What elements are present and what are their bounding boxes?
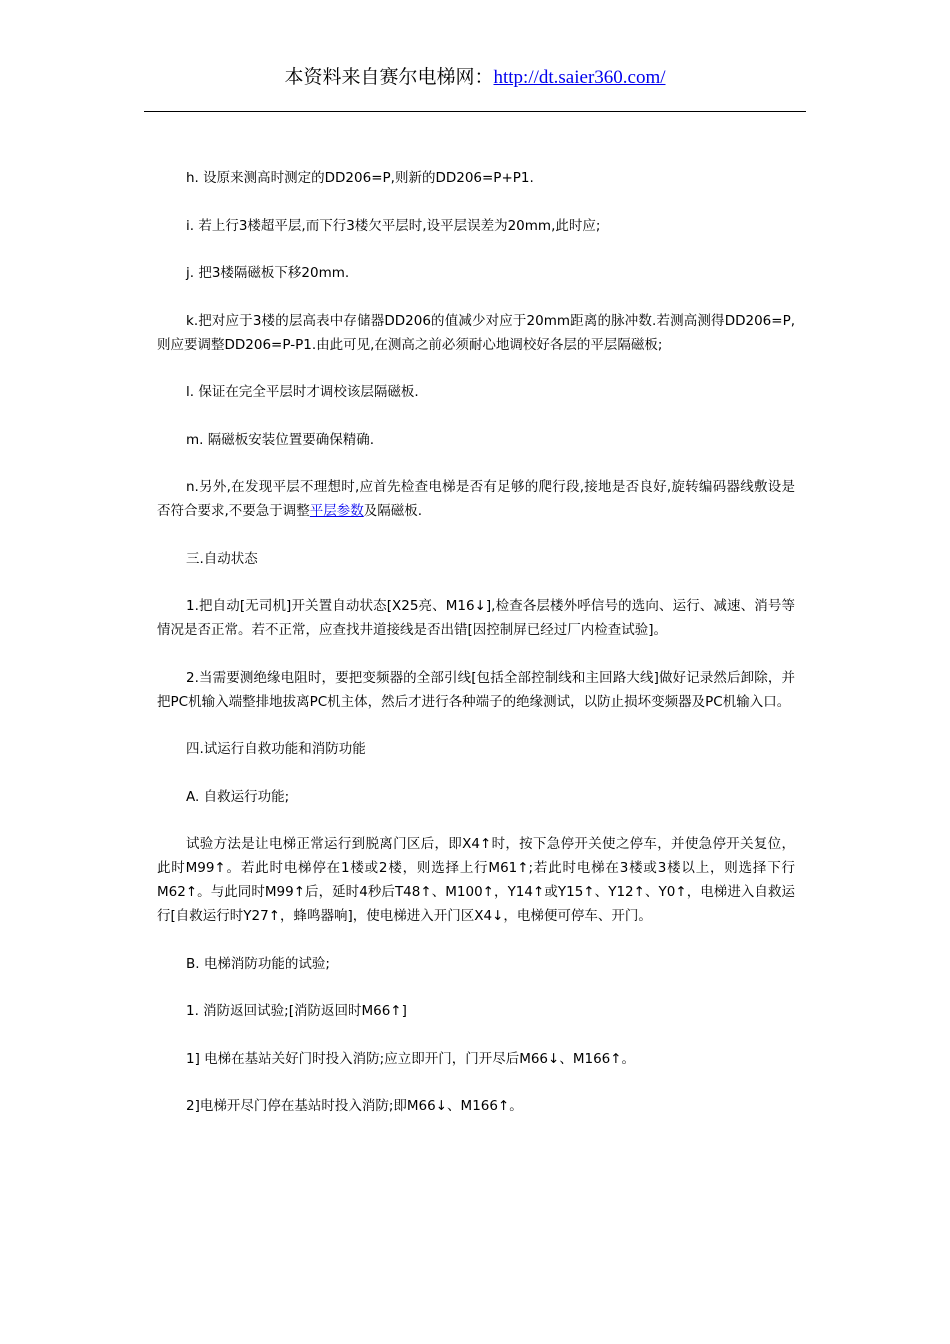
paragraph: 1. 消防返回试验;[消防返回时M66↑] xyxy=(186,1003,407,1019)
paragraph: 1.把自动[无司机]开关置自动状态[X25亮、M16↓],检查各层楼外呼信号的选向、运行、减速、消号等情况是否正常。若不正常，应查找井道接线是否出错[因控制屏已经过厂内检查试验]。 xyxy=(157,598,795,638)
paragraph: 2.当需要测绝缘电阻时，要把变频器的全部引线[包括全部控制线和主回路大线]做好记录然后卸除，并把PC机输入端整排地拔离PC机主体，然后才进行各种端子的绝缘测试，以防止损坏变频器及PC机输入口。 xyxy=(157,669,795,710)
paragraph: i. 若上行3楼超平层,而下行3楼欠平层时,设平层误差为20mm,此时应; xyxy=(186,217,601,234)
document-body xyxy=(157,166,795,1142)
paragraph: k.把对应于3楼的层高表中存储器DD206的值减少对应于20mm距离的脉冲数.若测高测得DD206=P,则应要调整DD206=P-P1.由此可见,在测高之前必须耐心地调校好各层的平层隔磁板; xyxy=(157,312,795,353)
paragraph: j. 把3楼隔磁板下移20mm. xyxy=(186,265,350,281)
page-header xyxy=(0,62,950,94)
paragraph-text-after-link: 及隔磁板. xyxy=(363,503,423,519)
paragraph: 试验方法是让电梯正常运行到脱离门区后，即X4↑时，按下急停开关使之停车，并使急停开关复位，此时M99↑。若此时电梯停在1楼或2楼，则选择上行M61↑;若此时电梯在3楼或3楼以上，则选择下行M62↑。与此同时M99↑后，延时4秒后T48↑、M100↑，Y14↑或Y15↑、Y12↑、Y0↑，电梯进入自救运行[自救运行时Y27↑，蜂鸣器响]，使电梯进入开门区X4↓，电梯便可停车、开门。 xyxy=(157,836,795,924)
subsection-heading: B. 电梯消防功能的试验; xyxy=(186,955,330,972)
paragraph xyxy=(157,475,795,523)
section-heading: 三.自动状态 xyxy=(186,550,258,567)
paragraph: 2]电梯开尽门停在基站时投入消防;即M66↓、M166↑。 xyxy=(186,1098,523,1114)
paragraph-text-before-link: n.另外,在发现平层不理想时,应首先检查电梯是否有足够的爬行段,接地是否良好,旋转编码器线敷设是否符合要求,不要急于调整 xyxy=(157,479,795,519)
header-prefix: 本资料来自赛尔电梯网： xyxy=(284,67,494,88)
leveling-params-link[interactable]: 平层参数 xyxy=(309,503,364,519)
paragraph: 1] 电梯在基站关好门时投入消防;应立即开门，门开尽后M66↓、M166↑。 xyxy=(186,1050,636,1067)
header-divider xyxy=(144,111,806,112)
section-heading: 四.试运行自救功能和消防功能 xyxy=(186,741,366,757)
paragraph: m. 隔磁板安装位置要确保精确. xyxy=(186,431,375,448)
paragraph: l. 保证在完全平层时才调校该层隔磁板. xyxy=(186,384,419,400)
subsection-heading: A. 自救运行功能; xyxy=(186,788,290,805)
source-link[interactable]: http://dt.saier360.com/ xyxy=(493,67,666,88)
paragraph: h. 设原来测高时测定的DD206=P,则新的DD206=P+P1. xyxy=(186,170,534,186)
